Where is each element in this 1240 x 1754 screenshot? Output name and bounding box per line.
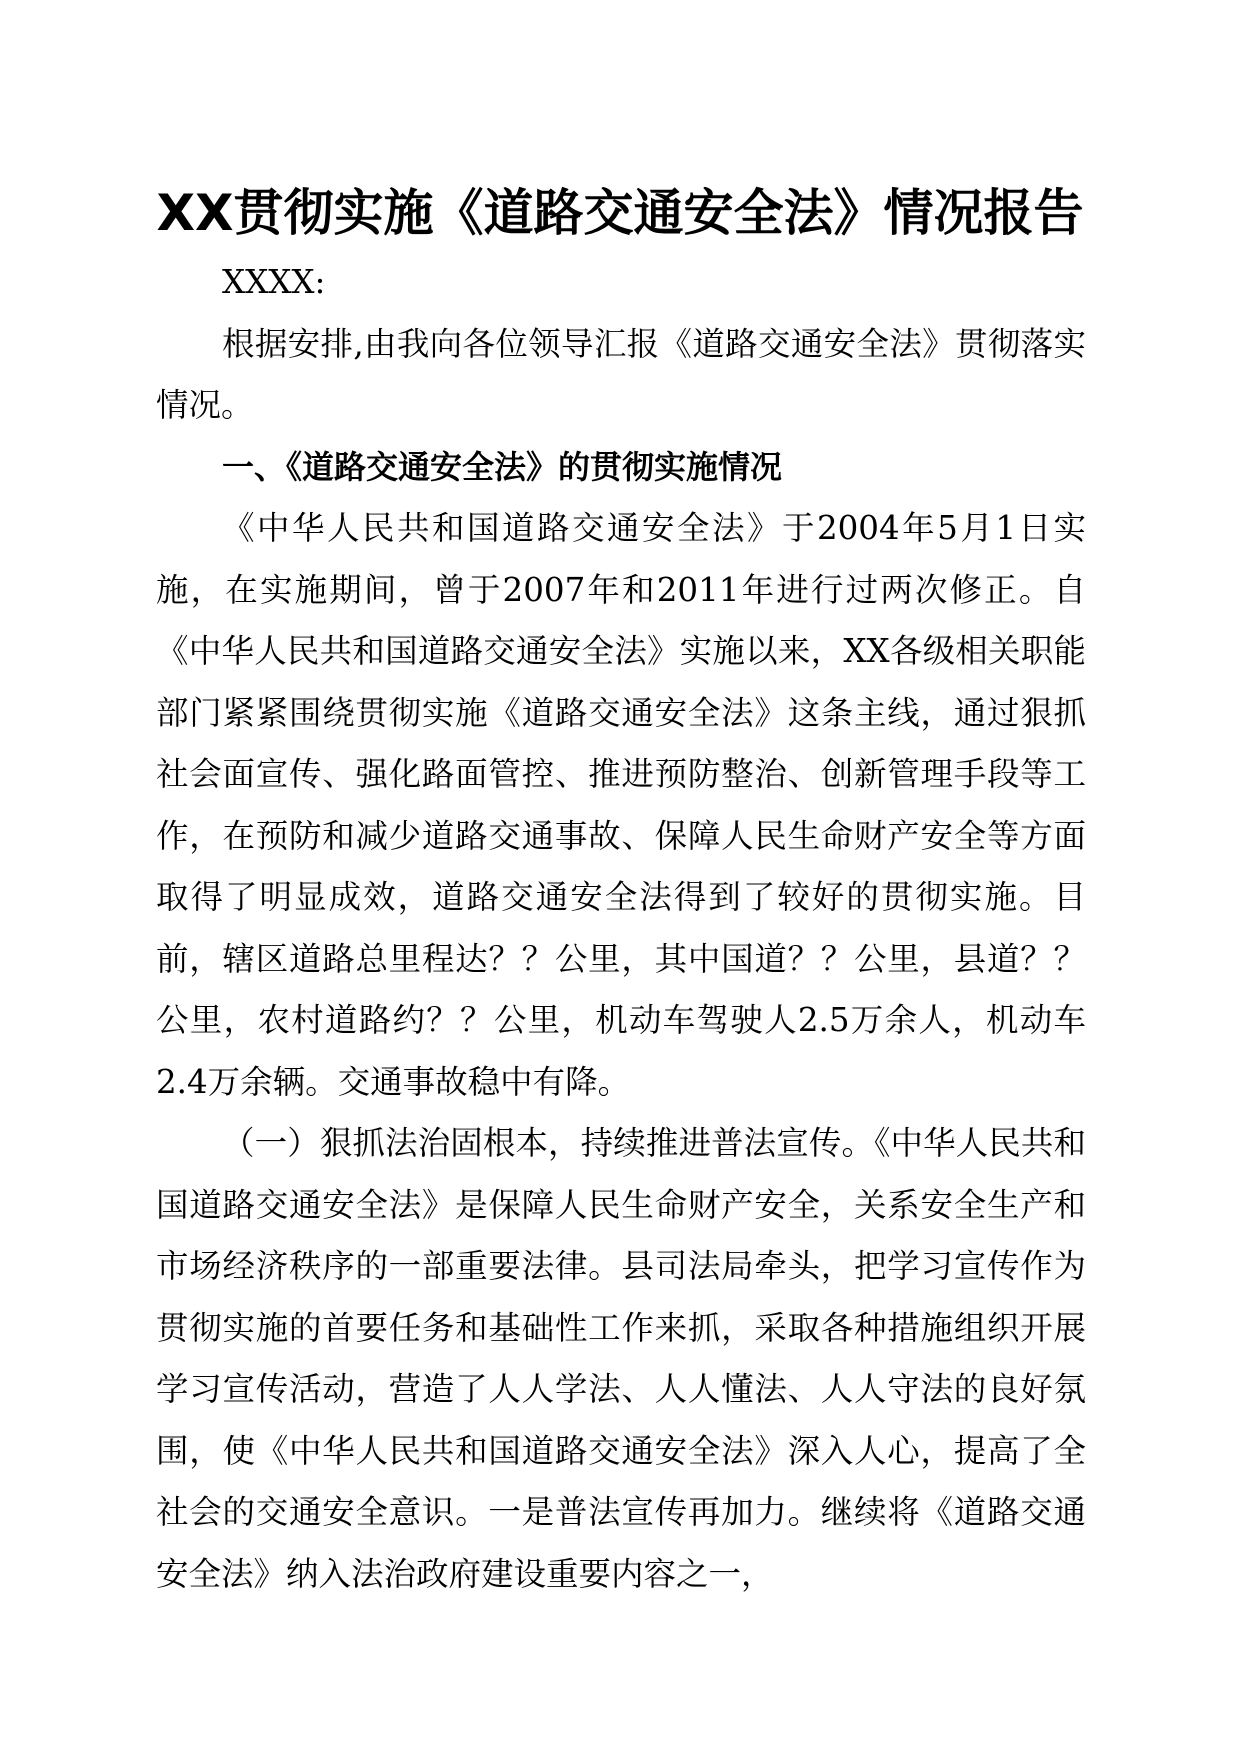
salutation: XXXX: <box>222 263 326 301</box>
document-title: XX贯彻实施《道路交通安全法》情况报告 <box>156 184 1084 242</box>
subsection-1-paragraph: （一）狠抓法治固根本，持续推进普法宣传。《中华人民共和国道路交通安全法》是保障人民生命财产安全，关系安全生产和市场经济秩序的一部重要法律。县司法局牵头，把学习宣传作为贯彻实施的首要任务和基础性工作来抓，采取各种措施组织开展学习宣传活动，营造了人人学法、人人懂法、人人守法的良好氛围，使《中华人民共和国道路交通安全法》深入人心，提高了全社会的交通安全意识。一是普法宣传再加力。继续将《道路交通安全法》纳入法治政府建设重要内容之一， <box>156 1124 1086 1593</box>
intro-paragraph: 根据安排,由我向各位领导汇报《道路交通安全法》贯彻落实情况。 <box>156 324 1086 424</box>
section-1-paragraph: 《中华人民共和国道路交通安全法》于2004年5月1日实施，在实施期间，曾于2007年和2011年进行过两次修正。自《中华人民共和国道路交通安全法》实施以来，XX各级相关职能部门紧紧围绕贯彻实施《道路交通安全法》这条主线，通过狠抓社会面宣传、强化路面管控、推进预防整治、创新管理手段等工作，在预防和减少道路交通事故、保障人民生命财产安全等方面取得了明显成效，道路交通安全法得到了较好的贯彻实施。目前，辖区道路总里程达？？公里，其中国道？？公里，县道？？公里，农村道路约？？公里，机动车驾驶人2.5万余人，机动车2.4万余辆。交通事故稳中有降。 <box>156 509 1086 1101</box>
document-body <box>156 252 1086 1605</box>
section-heading-1: 一、《道路交通安全法》的贯彻实施情况 <box>222 447 783 486</box>
